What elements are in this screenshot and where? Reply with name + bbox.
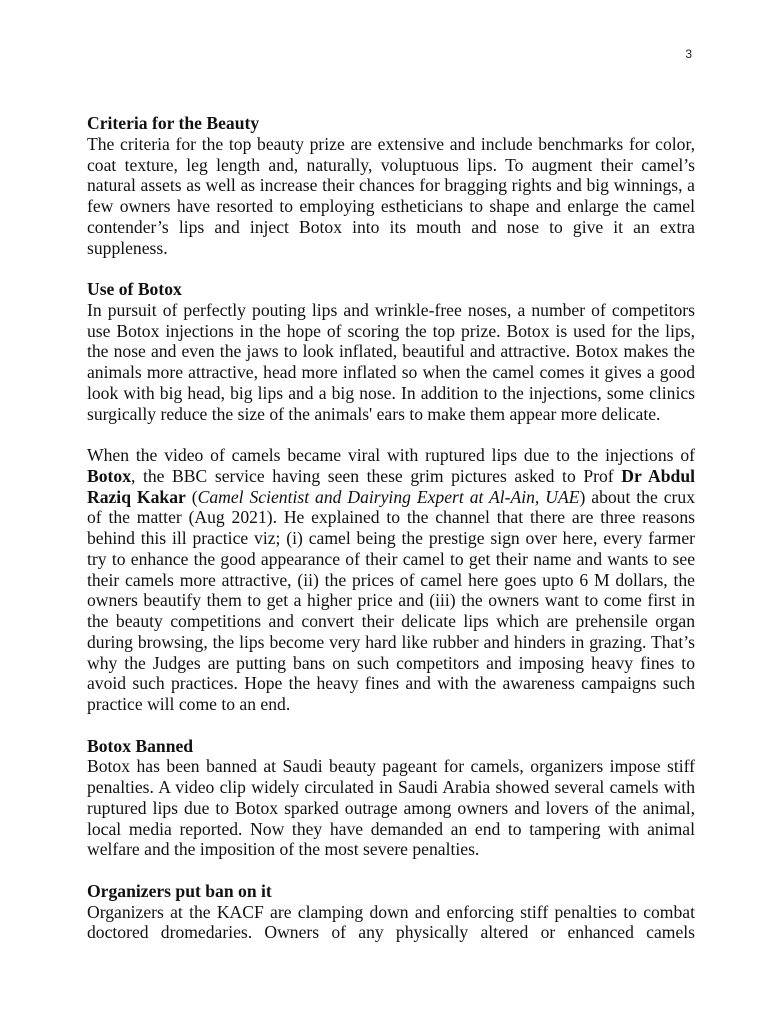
paragraph-text: , the BBC service having seen these grim pictures asked to Prof <box>130 465 622 486</box>
section-heading: Organizers put ban on it <box>87 880 272 901</box>
expert-name: Dr Abdul Raziq Kakar <box>87 465 695 507</box>
section-paragraph: Botox has been banned at Saudi beauty pageant for camels, organizers impose stiff penalties. A video clip widely circulated in Saudi Arabia showed several camels with ruptured lips due to Botox sparked outrage among owners and lovers of the animal, local media reported. Now they have demanded an end to tampering with animal welfare and the imposition of the most severe penalties. <box>87 756 695 860</box>
section-paragraph: Organizers at the KACF are clamping down and enforcing stiff penalties to combat doctored dromedaries. Owners of any physically altered or enhanced camels <box>87 901 695 943</box>
expert-title: Camel Scientist and Dairying Expert at Al-Ain, UAE <box>197 486 580 507</box>
section-use-of-botox <box>87 279 695 424</box>
section-paragraph <box>87 445 695 715</box>
section-heading: Use of Botox <box>87 279 182 299</box>
section-heading: Criteria for the Beauty <box>87 113 260 133</box>
section-heading: Botox Banned <box>87 735 194 756</box>
section-paragraph: In pursuit of perfectly pouting lips and wrinkle-free noses, a number of competitors use Botox injections in the hope of scoring the top prize. Botox is used for the lips, the nose and even the jaws to look inflated, beautiful and attractive. Botox makes the animals more attractive, head more inflated so when the camel comes it gives a good look with big head, big lips and a big nose. In addition to the injections, some clinics surgically reduce the size of the animals' ears to make them appear more delicate. <box>87 299 695 424</box>
section-criteria-for-beauty <box>87 113 695 258</box>
paragraph-text: ( <box>185 486 198 507</box>
section-organizers-ban <box>87 881 695 943</box>
section-botox-banned <box>87 736 695 861</box>
document-body <box>87 113 695 964</box>
section-paragraph: The criteria for the top beauty prize are extensive and include benchmarks for color, coat texture, leg length and, naturally, voluptuous lips. To augment their camel’s natural assets as well as increase their chances for bragging rights and big winnings, a few owners have resorted to employing estheticians to shape and enlarge the camel contender’s lips and inject Botox into its mouth and nose to give it an extra suppleness. <box>87 133 695 258</box>
page-number: 3 <box>685 47 692 61</box>
bold-term-botox: Botox <box>87 465 131 486</box>
paragraph-text: When the video of camels became viral with ruptured lips due to the injections of <box>87 445 695 465</box>
paragraph-text: ) about the crux of the matter (Aug 2021). He explained to the channel that there are three reasons behind this ill practice viz; (i) camel being the prestige sign over here, every farmer try to enhance the good appearance of their camel to get their name and wants to see their camels more attractive, (ii) the prices of camel here goes upto 6 M dollars, the owners beautify them to get a higher price and (iii) the owners want to come first in the beauty competitions and convert their delicate lips which are prehensile organ during browsing, the lips become very hard like rubber and hinders in grazing. That’s why the Judges are putting bans on such competitors and imposing heavy fines to avoid such practices. Hope the heavy fines and with the awareness campaigns such practice will come to an end. <box>87 486 695 714</box>
section-bbc-interview <box>87 445 695 715</box>
